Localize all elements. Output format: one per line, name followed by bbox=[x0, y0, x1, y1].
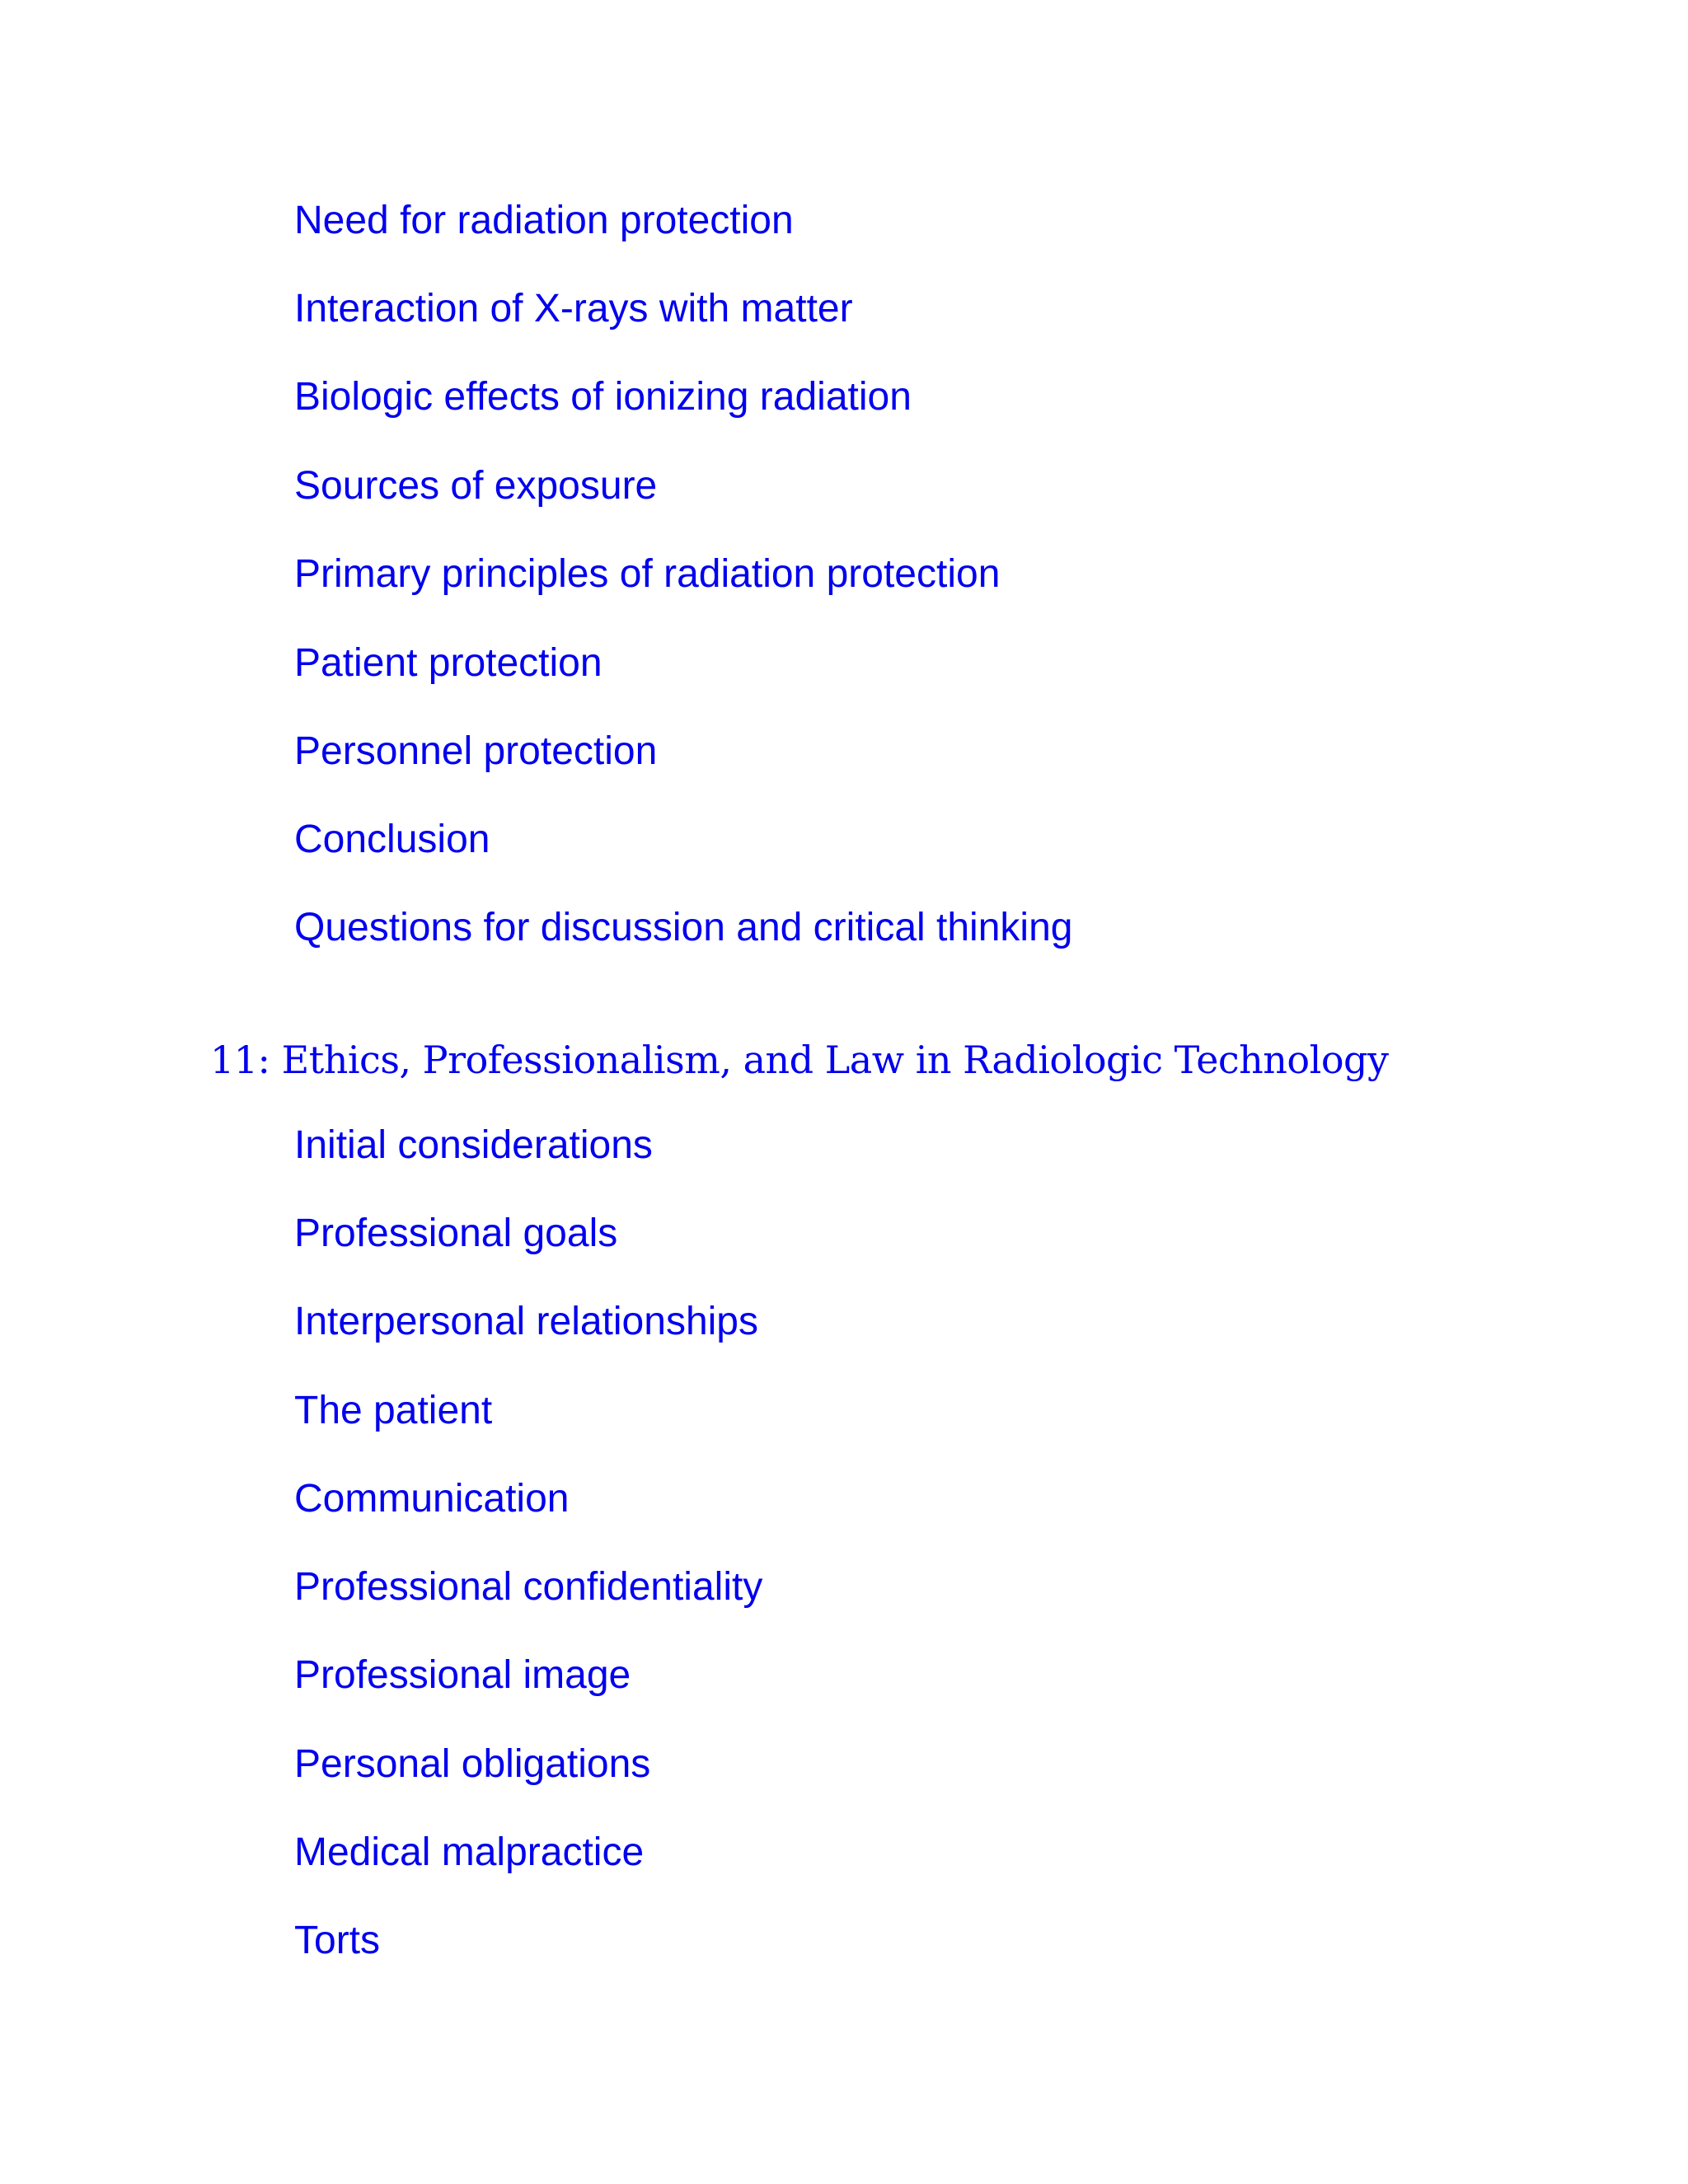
toc-link-personal-obligations[interactable]: Personal obligations bbox=[294, 1742, 651, 1786]
toc-link-primary-principles[interactable]: Primary principles of radiation protection bbox=[294, 552, 1001, 596]
toc-link-sources-of-exposure[interactable]: Sources of exposure bbox=[294, 464, 658, 508]
toc-link-conclusion[interactable]: Conclusion bbox=[294, 818, 490, 861]
toc-link-professional-image[interactable]: Professional image bbox=[294, 1653, 631, 1697]
toc-link-professional-goals[interactable]: Professional goals bbox=[294, 1212, 618, 1255]
toc-link-personnel-protection[interactable]: Personnel protection bbox=[294, 729, 658, 773]
toc-link-questions-for-discussion[interactable]: Questions for discussion and critical thinking bbox=[294, 906, 1073, 949]
toc-link-need-for-radiation-protection[interactable]: Need for radiation protection bbox=[294, 199, 794, 242]
toc-link-patient-protection[interactable]: Patient protection bbox=[294, 641, 603, 685]
toc-link-the-patient[interactable]: The patient bbox=[294, 1389, 493, 1432]
toc-link-biologic-effects[interactable]: Biologic effects of ionizing radiation bbox=[294, 375, 912, 419]
toc-link-communication[interactable]: Communication bbox=[294, 1477, 570, 1521]
toc-link-initial-considerations[interactable]: Initial considerations bbox=[294, 1123, 653, 1167]
toc-link-medical-malpractice[interactable]: Medical malpractice bbox=[294, 1830, 645, 1874]
toc-link-interaction-of-xrays-with-matter[interactable]: Interaction of X-rays with matter bbox=[294, 287, 853, 330]
chapter-11-heading-link[interactable]: 11: Ethics, Professionalism, and Law in Radiologic Technology bbox=[210, 1038, 1389, 1082]
toc-link-torts[interactable]: Torts bbox=[294, 1919, 381, 1962]
toc-link-interpersonal-relationships[interactable]: Interpersonal relationships bbox=[294, 1300, 758, 1343]
toc-link-professional-confidentiality[interactable]: Professional confidentiality bbox=[294, 1565, 763, 1609]
